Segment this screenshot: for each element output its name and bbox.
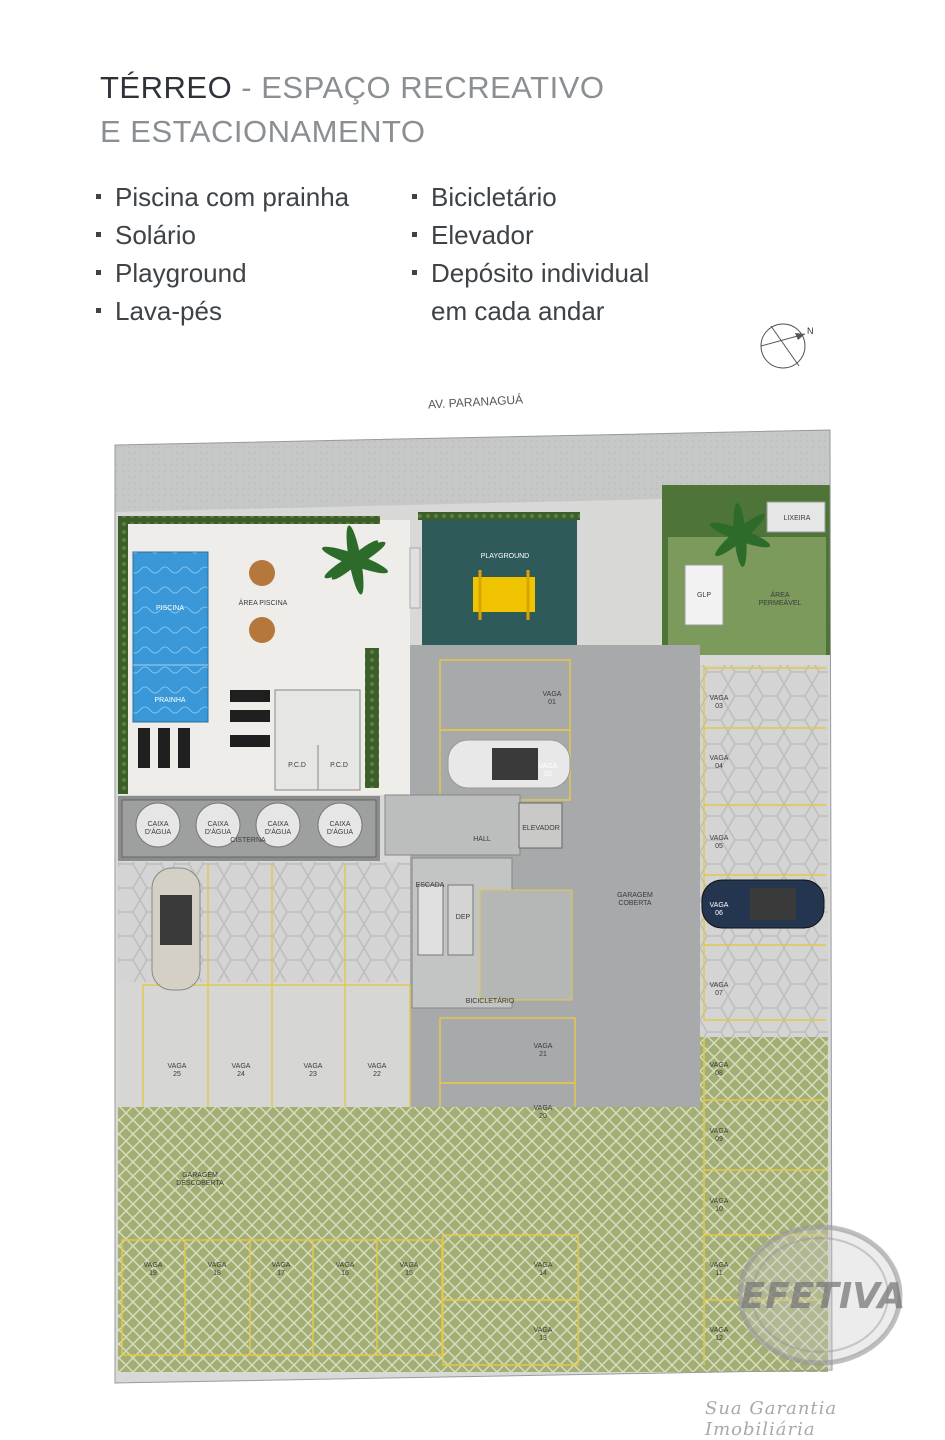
vaga-label: VAGA 10 [709,1198,729,1213]
feature-item: Bicicletário [412,178,649,216]
watermark-tagline: Sua Garantia Imobiliária [705,1398,838,1440]
feature-item: Elevador [412,216,649,254]
compass-north-label: N [807,326,814,336]
street-label: AV. PARANAGUÁ [427,392,524,412]
label-pcd-2: P.C.D [330,762,348,769]
vaga-label: VAGA 09 [709,1128,729,1143]
label-cisterna: CISTERNA [230,837,266,844]
title-espaco: ESPAÇO RECREATIVO [261,70,605,105]
label-escada: ESCADA [415,882,445,889]
label-garagem-coberta: GARAGEM COBERTA [617,892,653,907]
vaga-label: VAGA 07 [709,982,729,997]
label-area-permeavel: ÁREA PERMEÁVEL [758,592,802,607]
vaga-label: VAGA 01 [542,691,562,706]
vaga-label: VAGA 22 [367,1063,387,1078]
vaga-label: VAGA 06 [709,902,729,917]
vaga-label: VAGA 23 [303,1063,323,1078]
label-area-piscina: ÁREA PISCINA [238,600,288,607]
vaga-label: VAGA 15 [399,1262,419,1277]
vaga-label: VAGA 11 [709,1262,729,1277]
feature-item: Lava-pés [96,292,349,330]
vaga-label: VAGA 08 [709,1062,729,1077]
feature-item: em cada andar [431,296,605,326]
vaga-label: VAGA 25 [167,1063,187,1078]
label-hall: HALL [473,836,491,843]
vaga-label: VAGA 14 [533,1262,553,1277]
vaga-label: VAGA 17 [271,1262,291,1277]
vaga-label: VAGA 02 [538,763,558,778]
label-lixeira: LIXEIRA [783,515,811,522]
vaga-label: VAGA 19 [143,1262,163,1277]
watermark-logo [730,1220,905,1375]
label-bicicletario: BICICLETÁRIO [465,998,515,1005]
label-caixa-dagua-3: CAIXA D'ÁGUA [264,821,292,836]
feature-item: Piscina com prainha [96,178,349,216]
vaga-label: VAGA 20 [533,1105,553,1120]
label-caixa-dagua-2: CAIXA D'ÁGUA [204,821,232,836]
label-pcd-1: P.C.D [288,762,306,769]
label-prainha: PRAINHA [154,697,186,704]
feature-item: Playground [96,254,349,292]
vaga-label: VAGA 05 [709,835,729,850]
label-glp: GLP [696,592,711,599]
vaga-label: VAGA 03 [709,695,729,710]
label-caixa-dagua-4: CAIXA D'ÁGUA [326,821,354,836]
vaga-label: VAGA 21 [533,1043,553,1058]
vaga-label: VAGA 04 [709,755,729,770]
vaga-label: VAGA 18 [207,1262,227,1277]
vaga-label: VAGA 13 [533,1327,553,1342]
feature-item: Solário [96,216,349,254]
label-elevador: ELEVADOR [522,825,560,832]
label-garagem-descoberta: GARAGEM DESCOBERTA [176,1172,224,1187]
label-piscina: PISCINA [155,605,184,612]
watermark-logo-text: EFETIVA [740,1276,906,1317]
feature-item: Depósito individual [412,254,649,292]
label-dep: DEP [455,914,471,921]
label-caixa-dagua-1: CAIXA D'ÁGUA [144,821,172,836]
title-separator: - [232,70,262,105]
label-playground: PLAYGROUND [480,553,530,560]
vaga-label: VAGA 24 [231,1063,251,1078]
vaga-label: VAGA 12 [709,1327,729,1342]
title-terreo: TÉRREO [100,70,233,105]
title-estacionamento: E ESTACIONAMENTO [100,114,426,149]
vaga-label: VAGA 16 [335,1262,355,1277]
